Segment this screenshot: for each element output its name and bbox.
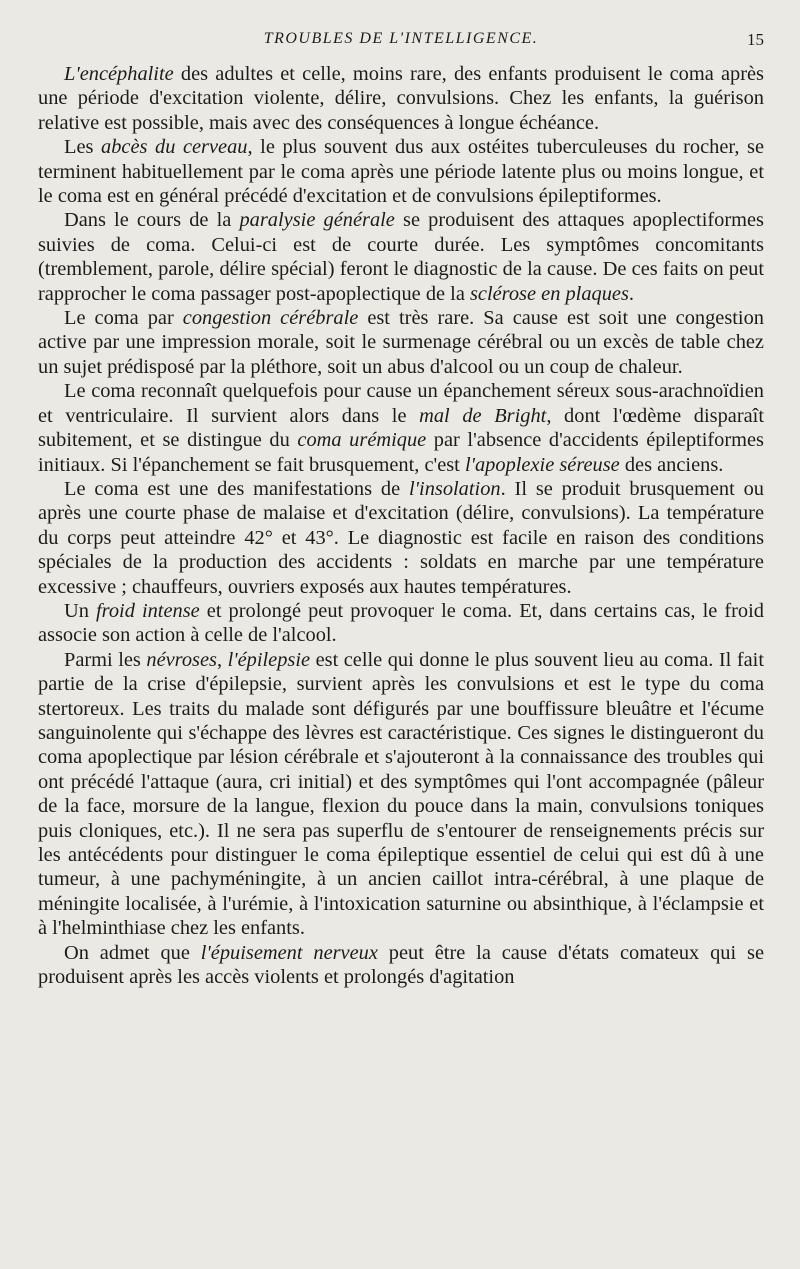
text-run: Dans le cours de la (64, 209, 240, 232)
text-run: des adultes et celle, moins rare, des enfants produisent le coma après une période d'excitation violente, délire, convulsions. Chez les enfants, la guérison relative est possible, mais avec des conséquences à longue échéance. (38, 63, 764, 134)
italic-term: l'insolation (409, 477, 501, 500)
italic-term: sclérose en plaques (469, 282, 629, 305)
text-run: Le coma est une des manifestations de (64, 477, 409, 500)
italic-term: L'encéphalite (64, 63, 174, 85)
paragraph (38, 306, 764, 379)
paragraph (38, 62, 764, 135)
paragraph (38, 135, 764, 208)
italic-term: congestion cérébrale (182, 307, 359, 330)
paragraph (38, 599, 764, 648)
text-run: Le coma reconnaît quelquefois pour cause un épanchement séreux sous-arachnoïdien et ventriculaire. Il survient alors dans le (38, 380, 764, 427)
paragraph (38, 379, 764, 477)
italic-term: l'épilepsie (227, 648, 311, 671)
body-text (38, 62, 764, 989)
italic-term: froid intense (95, 599, 200, 622)
page-number: 15 (747, 30, 764, 49)
text-run: , (216, 648, 228, 671)
italic-term: mal de Bright (419, 404, 547, 427)
text-run: se produisent des attaques apoplectiformes suivies de coma. Celui-ci est de courte durée. Les symptômes concomitants (tremblement, parole, délire spécial) feront le diagnostic de la cause. De ces faits on peut rapprocher le coma passager post-apoplectique de la (38, 209, 764, 305)
running-head: TROUBLES DE L'INTELLIGENCE. (263, 30, 539, 47)
text-run: On admet que (64, 941, 201, 964)
text-run: Un (64, 599, 96, 622)
text-run: est celle qui donne le plus souvent lieu au coma. Il fait partie de la crise d'épilepsie, survient après les convulsions et est le type du coma stertoreux. Les traits du malade sont défigurés par une bouffissure bleuâtre et l'écume sanguinolente qui s'échappe des lèvres est caractéristique. Ces signes le distingueront du coma apoplectique par lésion cérébrale et s'ajouteront à la connaissance des troubles qui ont précédé l'attaque (aura, cri initial) et des symptômes qui l'ont accompagnée (pâleur de la face, morsure de la langue, flexion du pouce dans la main, convulsions toniques puis cloniques, etc.). Il ne sera pas superflu de s'entourer de renseignements précis sur les antécédents pour distinguer le coma épileptique essentiel de celui qui est dû à une tumeur, à une pachyméningite, à un ancien caillot intra-cérébral, à une plaque de méningite localisée, à l'urémie, à l'intoxication saturnine ou absinthique, à l'éclampsie et à l'helminthiase chez les enfants. (38, 648, 764, 940)
text-run: , dont l'œdème disparaît subitement, et se distingue du (38, 404, 764, 452)
paragraph (38, 648, 764, 941)
italic-term: abcès du cerveau (101, 136, 248, 159)
italic-term: l'épuisement nerveux (200, 941, 378, 964)
text-run: des anciens. (619, 453, 724, 476)
text-run: est très rare. Sa cause est soit une congestion active par une impression morale, soit le surmenage cérébral ou un excès de table chez un sujet prédisposé par la pléthore, soit un abus d'alcool ou un coup de chaleur. (38, 307, 764, 378)
paragraph (38, 941, 764, 990)
text-run: Le coma par (64, 307, 183, 330)
text-run: , le plus souvent dus aux ostéites tuberculeuses du rocher, se terminent habituellement par le coma après une période latente plus ou moins longue, et le coma est en général précédé d'excitation et de convulsions épileptiformes. (38, 136, 764, 208)
page-header (38, 30, 764, 54)
text-run: . Il se produit brusquement ou après une courte phase de malaise et d'excitation (délire, convulsions). La température du corps peut atteindre 42° et 43°. Le diagnostic est facile en raison des conditions spéciales de la production des accidents : soldats en marche par une température excessive ; chauffeurs, ouvriers exposés aux hautes températures. (38, 477, 764, 598)
italic-term: paralysie générale (239, 209, 395, 232)
italic-term: névroses (146, 648, 217, 671)
paragraph (38, 477, 764, 599)
text-run: par l'absence d'accidents épileptiformes initiaux. Si l'épanchement se fait brusquement, c'est (38, 429, 764, 476)
text-run: . (628, 282, 635, 305)
text-run: et prolongé peut provoquer le coma. Et, dans certains cas, le froid associe son action à celle de l'alcool. (38, 599, 764, 647)
text-run: Parmi les (64, 648, 147, 671)
italic-term: l'apoplexie séreuse (464, 453, 620, 476)
italic-term: coma urémique (297, 429, 427, 452)
paragraph (38, 208, 764, 306)
text-run: peut être la cause d'états comateux qui se produisent après les accès violents et prolongés d'agitation (38, 941, 764, 989)
text-run: Les (64, 136, 102, 159)
